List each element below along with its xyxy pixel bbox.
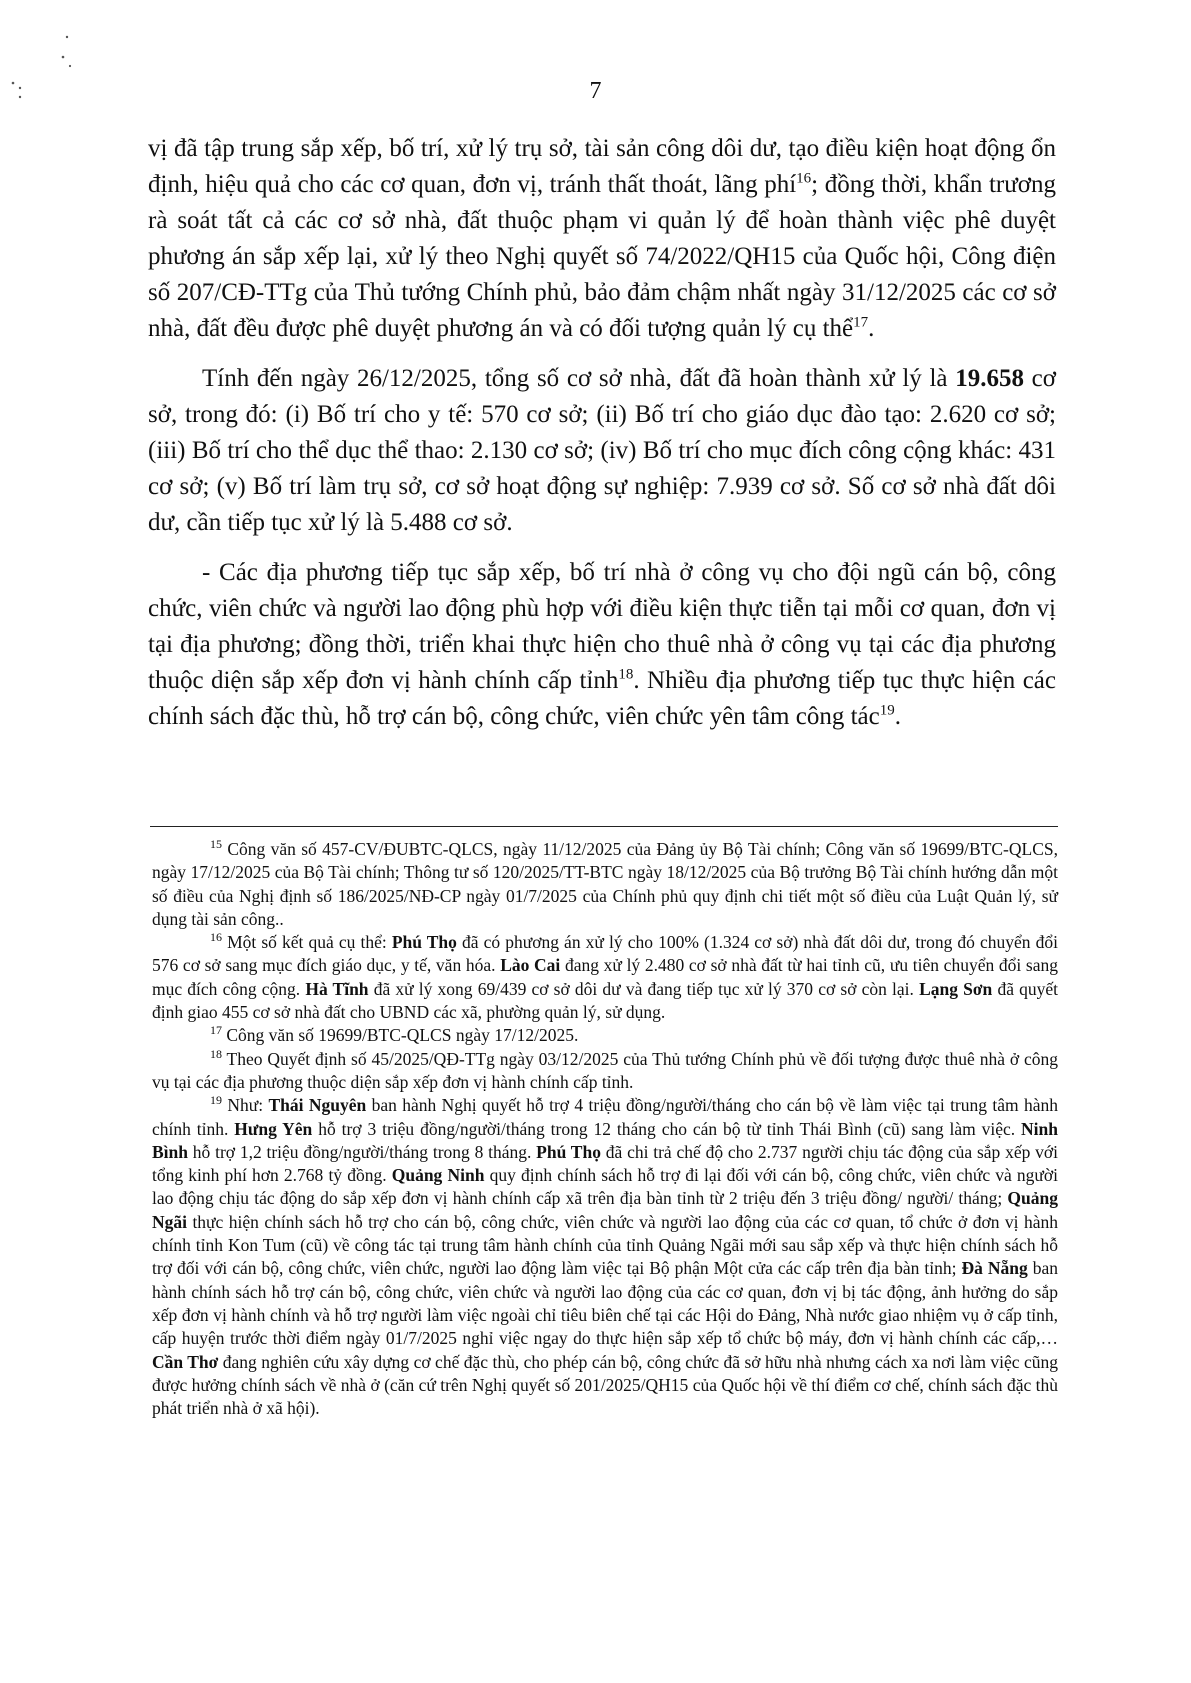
footnote: [152, 1048, 1058, 1095]
footnote-separator: [150, 826, 1058, 827]
text-run: ; đồng thời, khẩn trương rà soát tất cả các cơ sở nhà, đất thuộc phạm vi quản lý để hoàn thành việc phê duyệt phương án sắp xếp lại, xử lý theo Nghị quyết số 74/2022/QH15 của Quốc hội, Công điện số 207/CĐ-TTg của Thủ tướng Chính phủ, bảo đảm chậm nhất ngày 31/12/2025 các cơ sở nhà, đất đều được phê duyệt phương án và có đối tượng quản lý cụ thể: [148, 171, 1056, 342]
text-run: thực hiện chính sách hỗ trợ cho cán bộ, công chức, viên chức và người lao động của các cơ quan, tổ chức ở đơn vị hành chính tỉnh Kon Tum (cũ) về công tác tại trung tâm hành chính của tỉnh Quảng Ngãi mới sau sắp xếp và thực hiện chính sách hỗ trợ đối với cán bộ, công chức, viên chức, người lao động làm việc tại Bộ phận Một cửa các cấp trên địa bàn tỉnh;: [152, 1211, 1058, 1279]
footnote-ref: 16: [796, 170, 812, 187]
body-paragraph: [148, 131, 1056, 347]
footnote-ref: 18: [618, 666, 634, 683]
text-run: Công văn số 19699/BTC-QLCS ngày 17/12/2025.: [222, 1025, 579, 1046]
text-run: đang xử lý 2.480 cơ sở nhà đất từ hai tỉnh cũ, ưu tiên chuyển đổi sang mục đích công cộng.: [152, 955, 1059, 999]
footnote: [152, 931, 1058, 1024]
bold-text: Phú Thọ: [536, 1141, 601, 1162]
body-text: [148, 131, 1056, 749]
bold-text: Quảng Ninh: [391, 1165, 485, 1186]
text-run: .: [894, 703, 901, 730]
text-run: Một số kết quả cụ thể:: [222, 932, 392, 953]
text-run: đã có phương án xử lý cho 100% (1.324 cơ sở) nhà đất dôi dư, trong đó chuyển đổi 576 cơ sở sang mục đích giáo dục, y tế, văn hóa.: [152, 932, 1059, 976]
bold-text: 19.658: [955, 365, 1024, 392]
footnote-ref: 19: [210, 1093, 222, 1108]
text-run: hỗ trợ 3 triệu đồng/người/tháng trong 12 tháng cho cán bộ từ tỉnh Thái Bình (cũ) sang làm việc.: [312, 1118, 1022, 1139]
bold-text: Lạng Sơn: [919, 978, 993, 999]
footnote: [152, 838, 1058, 931]
text-run: đã xử lý xong 69/439 cơ sở dôi dư và đang tiếp tục xử lý 370 cơ sở còn lại.: [368, 978, 920, 999]
footnote-ref: 17: [210, 1023, 222, 1038]
text-run: quy định chính sách hỗ trợ đi lại đối với cán bộ, công chức, viên chức và người lao động chịu tác động do sắp xếp đơn vị hành chính cấp xã trên địa bàn tỉnh từ 2 triệu đến 3 triệu đồng/ người/ tháng;: [152, 1165, 1059, 1209]
footnote-ref: 18: [210, 1046, 222, 1061]
bold-text: Phú Thọ: [391, 932, 457, 953]
footnote: [152, 1094, 1058, 1420]
bold-text: Cần Thơ: [152, 1351, 219, 1372]
text-run: vị đã tập trung sắp xếp, bố trí, xử lý trụ sở, tài sản công dôi dư, tạo điều kiện hoạt động ổn định, hiệu quả cho các cơ quan, đơn vị, tránh thất thoát, lãng phí: [148, 135, 1056, 198]
bold-text: Hưng Yên: [234, 1118, 313, 1139]
text-run: - Các địa phương tiếp tục sắp xếp, bố trí nhà ở công vụ cho đội ngũ cán bộ, công chức, viên chức và người lao động phù hợp với điều kiện thực tiễn tại mỗi cơ quan, đơn vị tại địa phương; đồng thời, triển khai thực hiện cho thuê nhà ở công vụ tại các địa phương thuộc diện sắp xếp đơn vị hành chính cấp tỉnh: [148, 559, 1056, 694]
text-run: .: [868, 315, 875, 342]
text-run: . Nhiều địa phương tiếp tục thực hiện các chính sách đặc thù, hỗ trợ cán bộ, công chức, viên chức yên tâm công tác: [148, 667, 1056, 730]
bold-text: Lào Cai: [500, 955, 561, 976]
bold-text: Ninh Bình: [152, 1118, 1059, 1162]
text-run: Tính đến ngày 26/12/2025, tổng số cơ sở nhà, đất đã hoàn thành xử lý là: [202, 365, 956, 392]
footnote-ref: 15: [210, 837, 222, 852]
bold-text: Thái Nguyên: [268, 1095, 367, 1116]
page-number: 7: [589, 78, 602, 104]
text-run: đã quyết định giao 455 cơ sở nhà đất cho UBND các xã, phường quản lý, sử dụng.: [152, 978, 1059, 1023]
text-run: Như:: [222, 1095, 269, 1116]
footnote: [152, 1024, 1058, 1047]
text-run: đang nghiên cứu xây dựng cơ chế đặc thù, cho phép cán bộ, công chức đã sở hữu nhà nhưng cách xa nơi làm việc cũng được hưởng chính sách về nhà ở (căn cứ trên Nghị quyết số 201/2025/QH15 của Quốc hội về thí điểm cơ chế, chính sách đặc thù phát triển nhà ở xã hội).: [152, 1351, 1058, 1419]
body-paragraph: [148, 361, 1056, 541]
footnotes: [152, 838, 1058, 1420]
bold-text: Hà Tĩnh: [305, 978, 369, 999]
footnote-ref: 19: [879, 702, 895, 719]
text-run: ban hành chính sách hỗ trợ cán bộ, công chức, viên chức và người lao động của các cơ quan, đơn vị bị tác động, ảnh hưởng do sắp xếp đơn vị hành chính và hỗ trợ người làm việc ngoài chỉ tiêu biên chế tại các Hội do Đảng, Nhà nước giao nhiệm vụ ở cấp tỉnh, cấp huyện trước thời điểm ngày 01/7/2025 nghỉ việc ngay do thực hiện sắp xếp tổ chức bộ máy, đơn vị hành chính các cấp,…: [152, 1258, 1058, 1349]
bold-text: Quảng Ngãi: [152, 1188, 1058, 1232]
text-run: ban hành Nghị quyết hỗ trợ 4 triệu đồng/người/tháng cho cán bộ về làm việc tại trung tâm hành chính tỉnh.: [152, 1095, 1059, 1139]
text-run: Công văn số 457-CV/ĐUBTC-QLCS, ngày 11/12/2025 của Đảng ủy Bộ Tài chính; Công văn số 19699/BTC-QLCS, ngày 17/12/2025 của Bộ Tài chính; Thông tư số 120/2025/TT-BTC ngày 18/12/2025 của Bộ trưởng Bộ Tài chính hướng dẫn một số điều của Nghị định số 186/2025/NĐ-CP ngày 01/7/2025 của Chính phủ quy định chi tiết một số điều của Luật Quản lý, sử dụng tài sản công..: [152, 839, 1058, 929]
text-run: đã chi trả chế độ cho 2.737 người chịu tác động của sắp xếp với tổng kinh phí hơn 2.768 tỷ đồng.: [152, 1141, 1059, 1186]
body-paragraph: [148, 555, 1056, 735]
text-run: hỗ trợ 1,2 triệu đồng/người/tháng trong 8 tháng.: [188, 1141, 537, 1162]
text-run: Theo Quyết định số 45/2025/QĐ-TTg ngày 03/12/2025 của Thủ tướng Chính phủ về đối tượng được thuê nhà ở công vụ tại các địa phương thuộc diện sắp xếp đơn vị hành chính cấp tỉnh.: [152, 1048, 1058, 1092]
footnote-ref: 17: [853, 314, 869, 331]
text-run: cơ sở, trong đó: (i) Bố trí cho y tế: 570 cơ sở; (ii) Bố trí cho giáo dục đào tạo: 2.620 cơ sở; (iii) Bố trí cho thể dục thể thao: 2.130 cơ sở; (iv) Bố trí cho mục đích công cộng khác: 431 cơ sở; (v) Bố trí làm trụ sở, cơ sở hoạt động sự nghiệp: 7.939 cơ sở. Số cơ sở nhà đất dôi dư, cần tiếp tục xử lý là 5.488 cơ sở.: [148, 365, 1056, 536]
bold-text: Đà Nẵng: [961, 1258, 1028, 1279]
footnote-ref: 16: [210, 930, 222, 945]
